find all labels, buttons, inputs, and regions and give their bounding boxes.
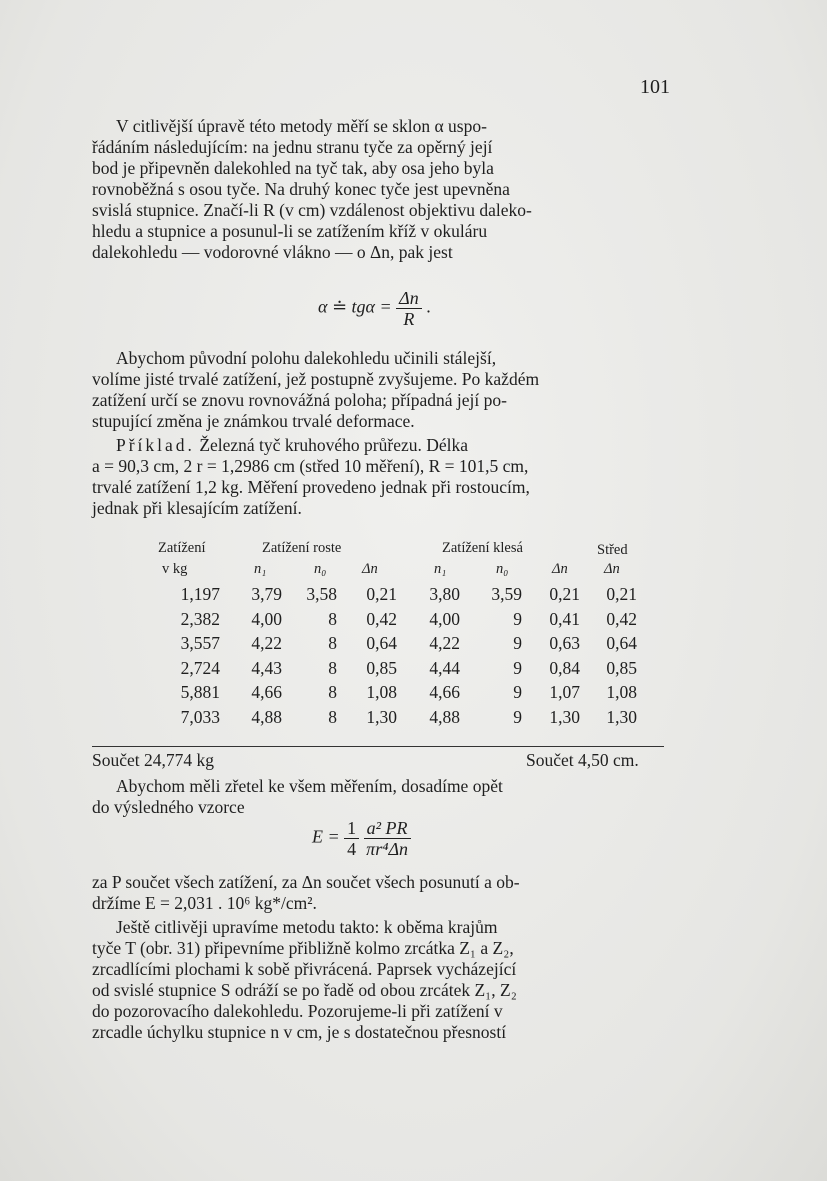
formula-denominator: πr⁴Δn [366,839,409,859]
header-n0-falling: n₀ [496,561,509,577]
formula-end: . [426,296,431,317]
cell-n0-falling: 9 [513,682,522,702]
cell-n0-falling: 9 [513,633,522,653]
cell-n0-falling: 9 [513,657,522,678]
header-mean: Střed [597,542,628,558]
cell-n0-rising: 8 [328,682,337,702]
header-n1-falling: n₁ [434,561,447,577]
text-line: trvalé zatížení 1,2 kg. Měření provedeno jednak při rostoucím, [92,477,530,497]
paragraph-example [92,435,670,519]
cell-n1-falling: 4,22 [429,633,460,653]
formula-fraction [364,818,411,859]
cell-dn-falling: 0,41 [549,608,580,629]
cell-n0-rising: 8 [328,706,337,727]
cell-n1-falling: 4,44 [429,657,460,678]
cell-dn-mean: 0,42 [606,608,637,629]
paragraph-all-measurements [92,776,670,818]
header-load: Zatížení [158,540,206,556]
cell-n1-rising: 4,88 [251,706,282,727]
text-line: dalekohledu — vodorovné vlákno — o Δn, pak jest [92,242,453,262]
cell-dn-falling: 1,30 [549,706,580,727]
cell-load: 1,197 [180,584,220,604]
cell-load: 2,382 [180,608,220,629]
paragraph-load [92,348,670,432]
header-group-falling: Zatížení klesá [442,540,523,556]
text-line: hledu a stupnice a posunul-li se zatížením kříž v okuláru [92,221,488,241]
paragraph-method-description [92,116,670,263]
text-line: do pozorovacího dalekohledu. Pozorujeme-li při zatížení v [92,1001,503,1021]
cell-n1-falling: 4,88 [429,706,460,727]
cell-n1-rising: 4,43 [251,657,282,678]
example-text: Železná tyč kruhového průřezu. Délka [199,435,469,455]
cell-dn-mean: 1,08 [606,682,637,702]
text-line: svislá stupnice. Značí-li R (v cm) vzdálenost objektivu daleko- [92,200,532,220]
text-line: držíme E = 2,031 . 10⁶ kg*/cm². [92,893,317,913]
table-row [92,609,672,634]
paragraph-result [92,872,670,914]
cell-dn-falling: 0,63 [549,633,580,653]
cell-n1-rising: 3,79 [251,584,282,604]
formula-coefficient [344,818,359,859]
text-line: V citlivější úpravě této metody měří se sklon α uspo- [116,116,487,136]
text-line: stupující změna je známkou trvalé deformace. [92,411,415,431]
table-row [92,682,672,707]
table-body [92,584,672,731]
paragraph-mirror-method [92,917,670,1043]
sum-displacement: Součet 4,50 cm. [526,750,639,770]
formula-lhs: E = [312,826,340,847]
cell-dn-mean: 1,30 [606,706,637,727]
cell-dn-rising: 0,64 [366,633,397,653]
cell-n0-rising: 3,58 [306,584,337,604]
text-line: Abychom původní polohu dalekohledu učinili stálejší, [116,348,497,368]
cell-n1-rising: 4,22 [251,633,282,653]
cell-n1-rising: 4,00 [251,608,282,629]
cell-dn-rising: 0,85 [366,657,397,678]
cell-n1-rising: 4,66 [251,682,282,702]
text-line: jednak při klesajícím zatížení. [92,498,302,518]
cell-dn-falling: 0,21 [549,584,580,604]
text-line: za P součet všech zatížení, za Δn součet všech posunutí a ob- [92,872,520,892]
cell-n1-falling: 4,66 [429,682,460,702]
cell-dn-mean: 0,21 [606,584,637,604]
text-line: zatížení určí se znovu rovnovážná poloha; případná její po- [92,390,507,410]
formula-denominator: R [403,309,415,329]
text-line: rovnoběžná s osou tyče. Na druhý konec tyče jest upevněna [92,179,510,199]
table-header [92,540,672,584]
cell-load: 2,724 [180,657,220,678]
text-line: zrcadle úchylku stupnice n v cm, je s dostatečnou přesností [92,1022,507,1042]
cell-dn-mean: 0,85 [606,657,637,678]
cell-n0-rising: 8 [328,657,337,678]
sum-load: Součet 24,774 kg [92,750,215,770]
cell-n0-rising: 8 [328,633,337,653]
header-n0: n₀ [314,561,327,577]
cell-dn-falling: 1,07 [549,682,580,702]
header-dn: Δn [362,561,378,577]
header-n1: n₁ [254,561,267,577]
text-line: od svislé stupnice S odráží se po řadě od obou zrcátek Z₁, Z₂ [92,980,517,1000]
formula-numerator: Δn [396,288,422,309]
text-line: tyče T (obr. 31) připevníme přibližně kolmo zrcátka Z₁ a Z₂, [92,938,514,958]
coefficient-numerator: 1 [344,818,359,839]
table-row [92,633,672,658]
cell-load: 7,033 [180,706,220,727]
measurement-table [92,540,672,731]
header-dn-falling: Δn [552,561,568,577]
cell-dn-rising: 1,08 [366,682,397,702]
text-line: volíme jisté trvalé zatížení, jež postupně zvyšujeme. Po každém [92,369,540,389]
cell-n1-falling: 3,80 [429,584,460,604]
formula-lhs: α ≐ tgα = [318,296,392,317]
header-dn-mean: Δn [604,561,620,577]
cell-dn-rising: 0,21 [366,584,397,604]
header-unit: v kg [162,561,188,577]
table-row [92,707,672,732]
text-line: bod je připevněn dalekohled na tyč tak, aby osa jeho byla [92,158,494,178]
coefficient-denominator: 4 [347,839,357,859]
cell-n0-falling: 9 [513,706,522,727]
cell-n0-falling: 3,59 [491,584,522,604]
cell-dn-rising: 0,42 [366,608,397,629]
cell-n1-falling: 4,00 [429,608,460,629]
text-line: řádáním následujícím: na jednu stranu tyče za opěrný její [92,137,493,157]
formula-numerator: a² PR [364,818,411,839]
cell-n0-falling: 9 [513,608,522,629]
formula-modulus [312,818,411,859]
cell-n0-rising: 8 [328,608,337,629]
example-label: Příklad. [116,435,195,455]
header-group-rising: Zatížení roste [262,540,342,556]
text-line: do výsledného vzorce [92,797,245,817]
formula-fraction [396,288,422,329]
table-row [92,658,672,683]
cell-dn-mean: 0,64 [606,633,637,653]
text-line: Abychom měli zřetel ke všem měřením, dosadíme opět [116,776,503,796]
cell-load: 3,557 [180,633,220,653]
table-row [92,584,672,609]
cell-dn-falling: 0,84 [549,657,580,678]
cell-dn-rising: 1,30 [366,706,397,727]
text-line: zrcadlícími plochami k sobě přivrácená. Paprsek vycházející [92,959,517,979]
page-number: 101 [640,76,670,98]
cell-load: 5,881 [180,682,220,702]
text-line [92,435,670,456]
table-rule [92,746,664,747]
text-line: a = 90,3 cm, 2 r = 1,2986 cm (střed 10 měření), R = 101,5 cm, [92,456,529,476]
text-line: Ještě citlivěji upravíme metodu takto: k oběma krajům [116,917,498,937]
formula-angle [318,288,431,329]
